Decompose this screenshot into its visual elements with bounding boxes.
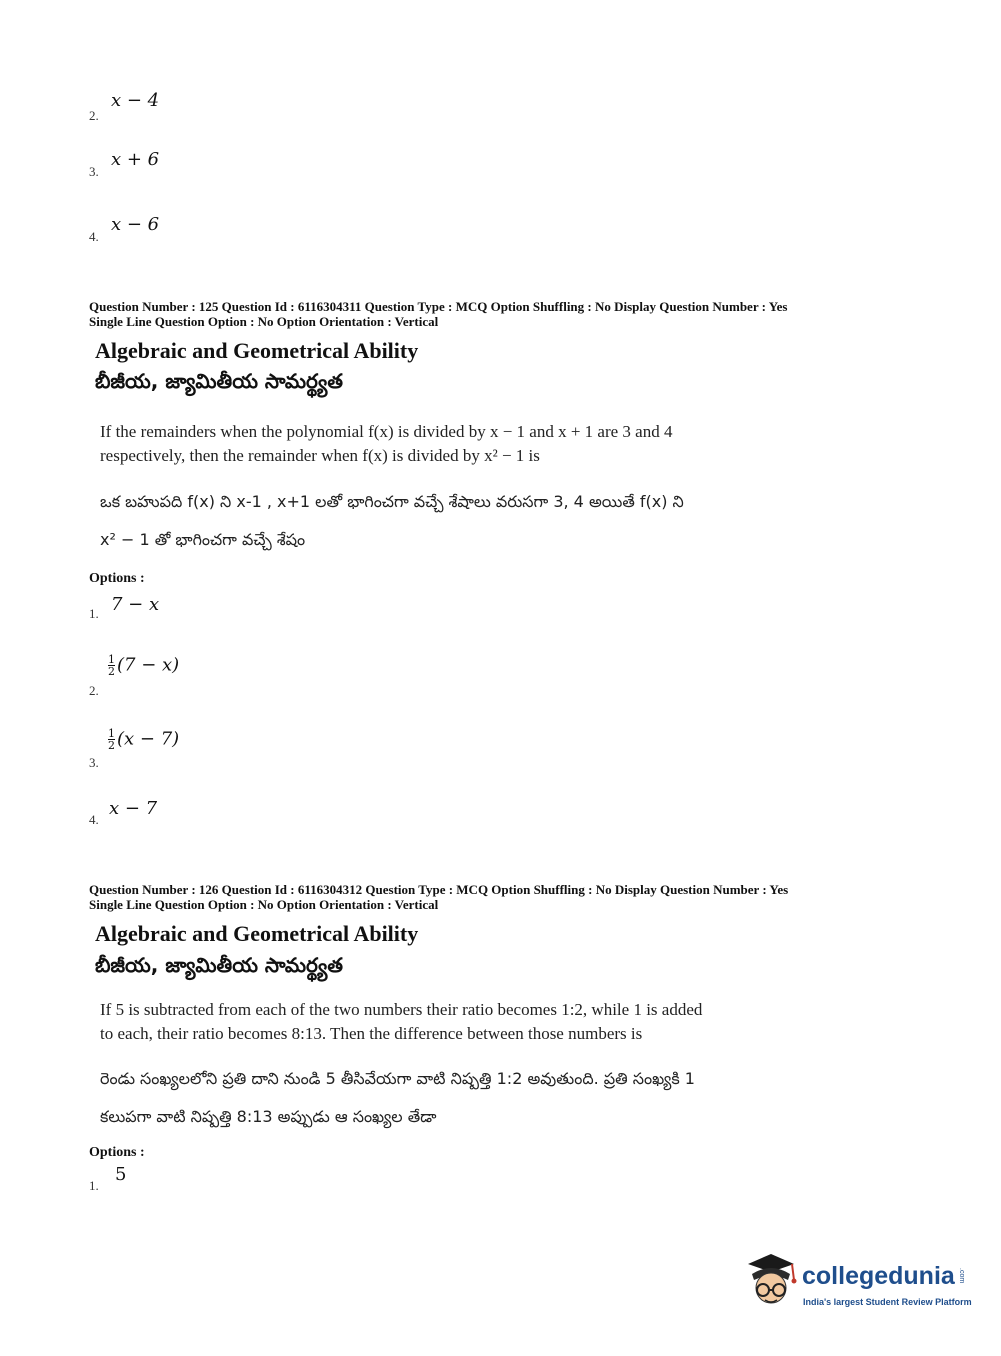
section-title-te: బీజీయ, జ్యామితీయ సామర్థ్యత [95, 953, 343, 977]
option-value: x − 4 [111, 90, 160, 111]
section-title-en: Algebraic and Geometrical Ability [95, 921, 419, 946]
option-value: x − 7 [109, 798, 158, 819]
fraction [108, 654, 115, 677]
question-text-en-line1: If the remainders when the polynomial f(x) is divided by x − 1 and x + 1 are 3 and 4 [100, 422, 673, 441]
fraction-numerator-bar [108, 665, 115, 677]
logo-name: collegedunia [802, 1262, 955, 1290]
option-value [108, 728, 179, 751]
options-label: Options : [89, 571, 145, 586]
mascot-icon [742, 1250, 800, 1312]
fraction [108, 728, 115, 751]
option-value: 5 [115, 1164, 127, 1185]
option-expression: (7 − x) [117, 654, 180, 676]
option-number: 3. [89, 164, 99, 179]
question-text-te-line1: రెండు సంఖ్యలలోని ప్రతి దాని నుండి 5 తీసివేయగా వాటి నిష్పత్తి 1:2 అవుతుంది. ప్రతి సంఖ్యకి 1 [100, 1069, 695, 1088]
options-label: Options : [89, 1145, 145, 1160]
option-number: 1. [89, 1178, 99, 1193]
question-text-te-line2: x² − 1 తో భాగించగా వచ్చే శేషం [100, 530, 306, 549]
question-meta-line2: Single Line Question Option : No Option Orientation : Vertical [89, 314, 439, 329]
question-text-en-line2: respectively, then the remainder when f(x) is divided by x² − 1 is [100, 446, 540, 465]
question-meta-line2: Single Line Question Option : No Option Orientation : Vertical [89, 897, 439, 912]
section-title-en: Algebraic and Geometrical Ability [95, 338, 419, 363]
option-number: 4. [89, 229, 99, 244]
fraction-denominator: 2 [108, 665, 115, 678]
question-text-en-line1: If 5 is subtracted from each of the two numbers their ratio becomes 1:2, while 1 is added [100, 1000, 703, 1019]
question-meta-line1: Question Number : 125 Question Id : 6116304311 Question Type : MCQ Option Shuffling : No Display Question Number : Yes [89, 299, 788, 314]
option-value: x − 6 [111, 214, 160, 235]
logo-tagline: India's largest Student Review Platform [803, 1297, 972, 1307]
option-value: 7 − x [111, 594, 160, 615]
logo-suffix: .com [958, 1268, 965, 1284]
option-number: 4. [89, 812, 99, 827]
option-number: 1. [89, 606, 99, 621]
fraction-numerator: 1 [108, 653, 115, 666]
question-text-te-line1: ఒక బహుపది f(x) ని x-1 , x+1 లతో భాగించగా వచ్చే శేషాలు వరుసగా 3, 4 అయితే f(x) ని [100, 492, 684, 511]
section-title-te: బీజీయ, జ్యామితీయ సామర్థ్యత [95, 369, 343, 393]
question-meta-line1: Question Number : 126 Question Id : 6116304312 Question Type : MCQ Option Shuffling : No Display Question Number : Yes [89, 882, 789, 897]
option-expression: (x − 7) [117, 728, 180, 750]
option-number: 2. [89, 108, 99, 123]
option-number: 3. [89, 755, 99, 770]
fraction-numerator: 1 [108, 727, 115, 740]
fraction-denominator: 2 [108, 739, 115, 752]
fraction-numerator-bar [108, 739, 115, 751]
question-text-en-line2: to each, their ratio becomes 8:13. Then the difference between those numbers is [100, 1024, 643, 1043]
option-number: 2. [89, 683, 99, 698]
option-value [108, 654, 179, 677]
collegedunia-logo [742, 1250, 972, 1312]
question-text-te-line2: కలుపగా వాటి నిష్పత్తి 8:13 అప్పుడు ఆ సంఖ్యల తేడా [100, 1107, 437, 1126]
option-value: x + 6 [111, 149, 160, 170]
